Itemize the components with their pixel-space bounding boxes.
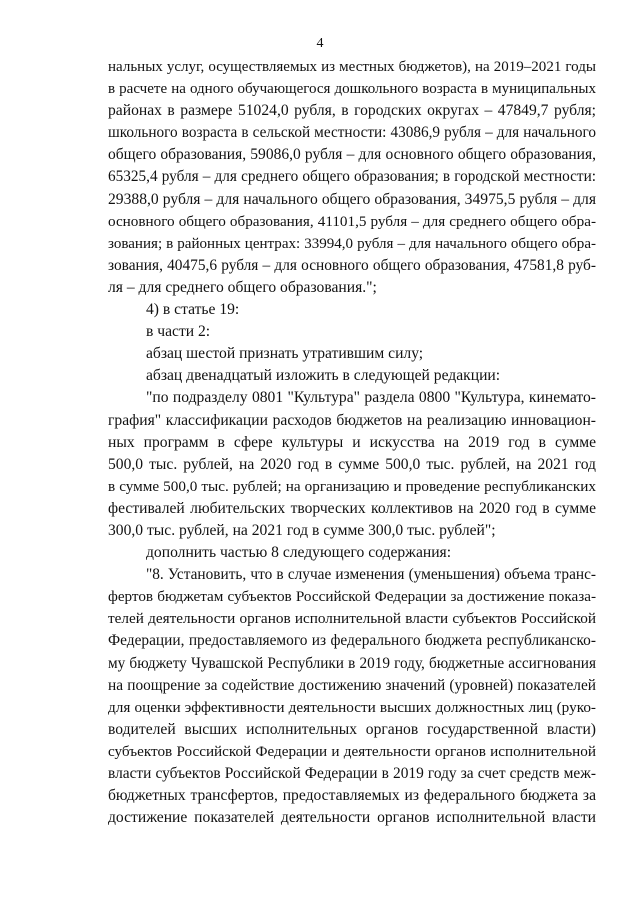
text-line: на поощрение за содействие достижению значений (уровней) показателей xyxy=(108,676,596,694)
text-line: общего образования, 59086,0 рубля – для основного общего образования, xyxy=(108,146,596,164)
text-line: бюджетных трансфертов, предоставляемых из федерального бюджета за xyxy=(108,787,596,805)
text-line: районах в размере 51024,0 рубля, в городских округах – 47849,7 рубля; xyxy=(108,102,596,120)
text-line: в сумме 500,0 тыс. рублей; на организацию и проведение республиканских xyxy=(108,477,596,495)
text-line: абзац шестой признать утратившим силу; xyxy=(146,345,424,363)
text-line: дополнить частью 8 следующего содержания: xyxy=(146,544,452,562)
text-line: субъектов Российской Федерации и деятельности органов исполнительной xyxy=(108,742,596,760)
text-line: фестивалей любительских творческих коллективов на 2020 год в сумме xyxy=(108,499,596,517)
text-line: Федерации, предоставляемого из федерального бюджета республиканско- xyxy=(108,632,596,650)
text-line: нальных услуг, осуществляемых из местных бюджетов), на 2019–2021 годы xyxy=(108,59,596,75)
text-line: водителей высших исполнительных органов государственной власти) xyxy=(108,720,596,738)
text-line: основного общего образования, 41101,5 рубля – для среднего общего обра- xyxy=(108,212,596,230)
text-line: 4) в статье 19: xyxy=(146,301,240,319)
text-line: 65325,4 рубля – для среднего общего образования; в городской местности: xyxy=(108,168,596,186)
text-line: фертов бюджетам субъектов Российской Федерации за достижение показа- xyxy=(108,588,596,606)
text-line: ных программ в сфере культуры и искусства на 2019 год в сумме xyxy=(108,433,596,451)
text-line: достижение показателей деятельности органов исполнительной власти xyxy=(108,809,596,827)
text-line: 300,0 тыс. рублей, на 2021 год в сумме 300,0 тыс. рублей"; xyxy=(108,521,496,539)
text-line: зования; в районных центрах: 33994,0 рубля – для начального общего обра- xyxy=(108,235,596,252)
text-line: графия" классификации расходов бюджетов на реализацию инновацион- xyxy=(108,411,596,429)
text-line: "по подразделу 0801 "Культура" раздела 0800 "Культура, кинемато- xyxy=(146,389,596,407)
text-line: "8. Установить, что в случае изменения (уменьшения) объема транс- xyxy=(146,566,596,584)
text-line: зования, 40475,6 рубля – для основного общего образования, 47581,8 руб- xyxy=(108,256,596,274)
text-line: ля – для среднего общего образования."; xyxy=(108,278,377,296)
text-line: телей деятельности органов исполнительной власти субъектов Российской xyxy=(108,610,596,628)
text-line: власти субъектов Российской Федерации в 2019 году за счет средств меж- xyxy=(108,765,596,782)
text-line: для оценки эффективности деятельности высших должностных лиц (руко- xyxy=(108,698,596,716)
text-line: абзац двенадцатый изложить в следующей редакции: xyxy=(146,367,501,385)
document-body xyxy=(108,56,596,829)
text-line: школьного возраста в сельской местности: 43086,9 рубля – для начального xyxy=(108,124,596,142)
text-line: в части 2: xyxy=(146,323,211,341)
text-line: 500,0 тыс. рублей, на 2020 год в сумме 500,0 тыс. рублей, на 2021 год xyxy=(108,455,596,473)
text-line: му бюджету Чувашской Республики в 2019 году, бюджетные ассигнования xyxy=(108,654,596,672)
page-number: 4 xyxy=(316,36,324,51)
text-line: в расчете на одного обучающегося дошкольного возраста в муниципальных xyxy=(108,81,596,98)
text-line: 29388,0 рубля – для начального общего образования, 34975,5 рубля – для xyxy=(108,190,596,208)
